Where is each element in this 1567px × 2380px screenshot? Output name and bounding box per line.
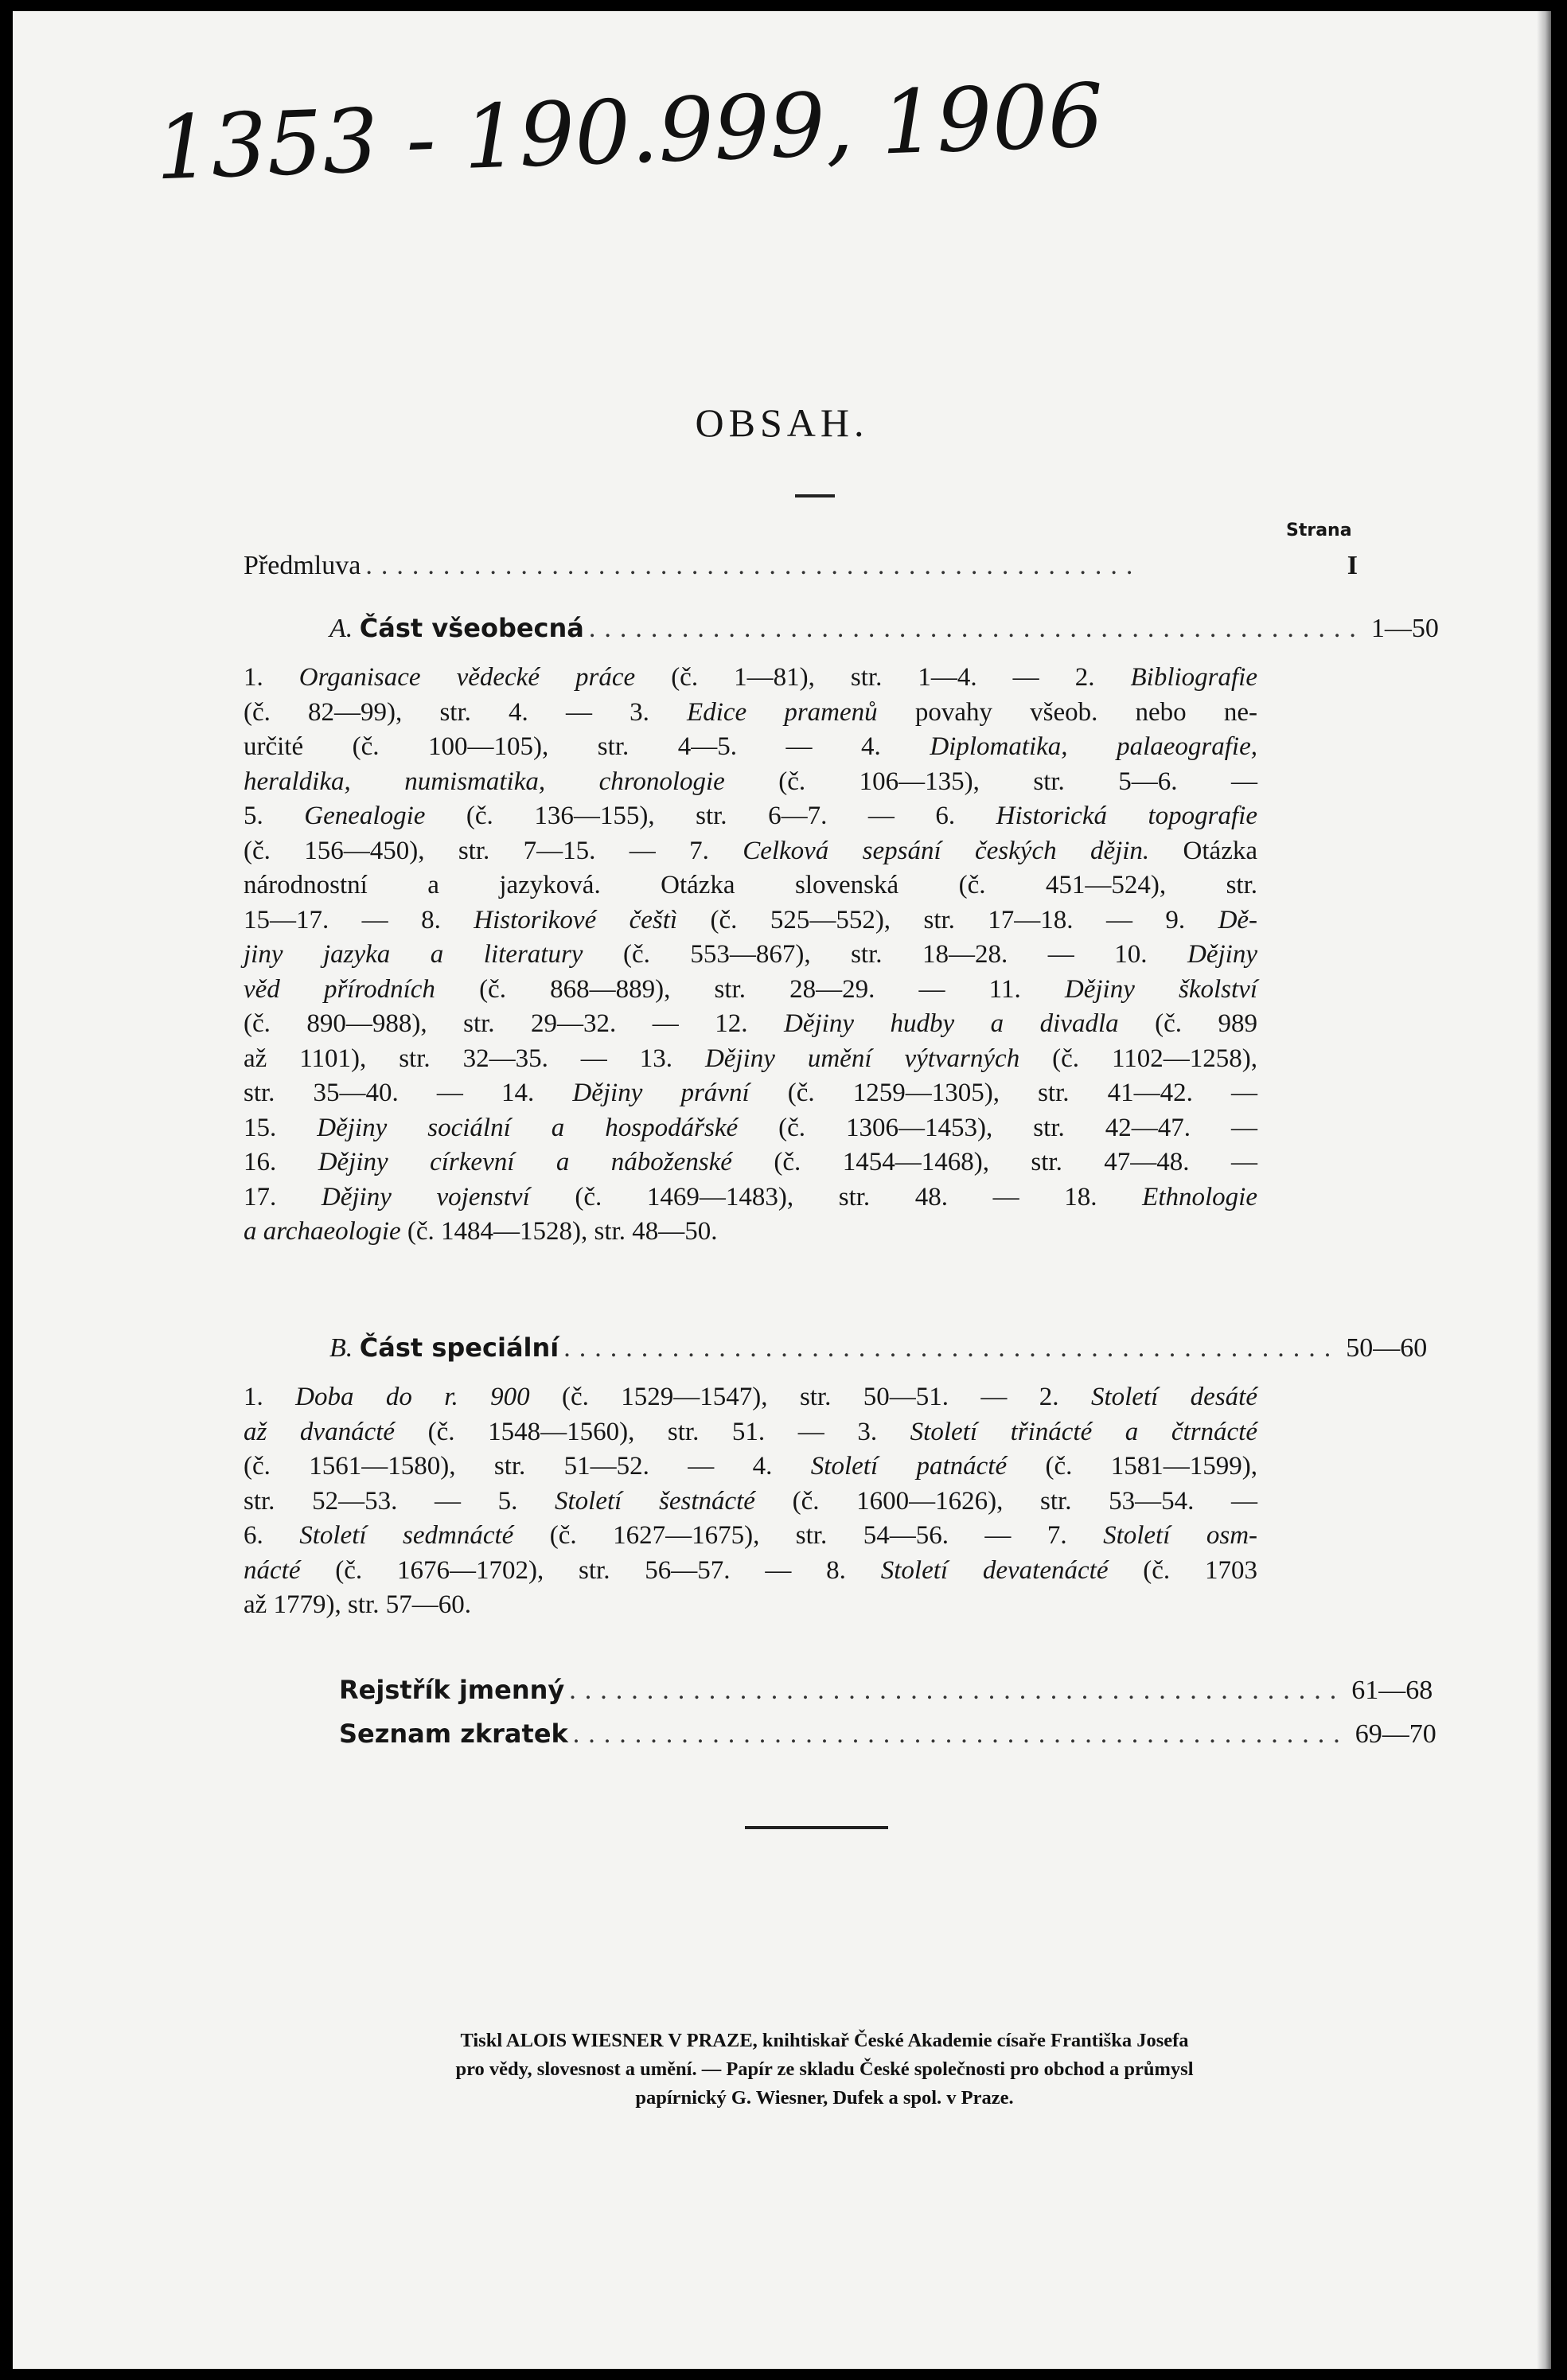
- italic-title: Století desáté: [1090, 1383, 1257, 1411]
- section-a-line: [244, 938, 1257, 973]
- printer-note-line: Tiskl ALOIS WIESNER V PRAZE, knihtiskař České Akademie císaře Františka Josefa: [460, 2030, 1189, 2051]
- entry-text: 17.: [244, 1182, 322, 1211]
- entry-text: (č. 136—155), str. 6—7. — 6.: [425, 802, 996, 830]
- section-a-line: [244, 1180, 1257, 1215]
- entry-text: Otázka: [1149, 836, 1257, 865]
- leader-dots: ..................................................: [563, 1333, 1340, 1363]
- entry-text: (č. 1561—1580), str. 51—52. — 4.: [244, 1452, 811, 1481]
- entry-text: (č. 890—988), str. 29—32. — 12.: [244, 1009, 785, 1038]
- leader-dots: ..................................................: [588, 614, 1365, 643]
- entry-text: (č. 1102—1258),: [1019, 1044, 1258, 1073]
- leader-dots: ..................................................: [572, 1719, 1349, 1749]
- italic-title: Století sedmnácté: [299, 1521, 514, 1550]
- italic-title: Dějiny: [1187, 940, 1257, 969]
- toc-entry-label: Seznam zkratek: [339, 1719, 568, 1749]
- section-letter: A.: [329, 614, 353, 643]
- entry-text: (č. 1703: [1108, 1555, 1257, 1585]
- italic-title: Dějiny vojenství: [321, 1182, 530, 1211]
- scanned-page: [13, 11, 1551, 2369]
- entry-text: (č. 1529—1547), str. 50—51. — 2.: [529, 1383, 1091, 1411]
- italic-title: nácté: [244, 1555, 301, 1585]
- entry-text: (č. 1548—1560), str. 51. — 3.: [395, 1417, 910, 1446]
- italic-title: Dě-: [1218, 905, 1258, 934]
- italic-title: Genealogie: [304, 802, 426, 830]
- toc-entry-label: Rejstřík jmenný: [339, 1675, 565, 1705]
- entry-text: (č. 1306—1453), str. 42—47. —: [738, 1113, 1258, 1142]
- section-a-line: [244, 1042, 1257, 1077]
- leader-dots: ..................................................: [365, 551, 1142, 580]
- entry-text: (č. 553—867), str. 18—28. — 10.: [583, 940, 1188, 969]
- italic-title: a archaeologie: [244, 1217, 401, 1246]
- entry-text: (č. 989: [1118, 1009, 1258, 1038]
- entry-text: 16.: [244, 1148, 318, 1176]
- printer-note-line: pro vědy, slovesnost a umění. — Papír ze skladu České společnosti pro obchod a průmysl: [455, 2058, 1194, 2080]
- italic-title: Století třinácté a čtrnácté: [910, 1417, 1257, 1446]
- toc-entry-abbreviations[interactable]: [339, 1719, 1436, 1750]
- section-a-line: [244, 799, 1257, 834]
- section-label: Část všeobecná: [359, 613, 584, 643]
- entry-text: (č. 1581—1599),: [1007, 1452, 1257, 1481]
- section-a-line: [244, 1215, 1257, 1250]
- handwritten-call-number: [148, 64, 1105, 230]
- toc-entry-preface[interactable]: [244, 551, 1358, 581]
- entry-text: (č. 1600—1626), str. 53—54. —: [754, 1486, 1257, 1516]
- italic-title: Ethnologie: [1142, 1182, 1257, 1211]
- section-a-line: [244, 1076, 1257, 1111]
- italic-title: až dvanácté: [244, 1417, 396, 1446]
- page-title: OBSAH.: [695, 400, 869, 445]
- italic-title: věd přírodních: [244, 974, 435, 1004]
- entry-text: 6.: [244, 1521, 300, 1550]
- italic-title: jiny jazyka a literatury: [244, 940, 583, 969]
- entry-text: (č. 82—99), str. 4. — 3.: [244, 697, 688, 727]
- italic-title: Století patnácté: [810, 1452, 1008, 1481]
- entry-text: (č. 1676—1702), str. 56—57. — 8.: [300, 1555, 881, 1585]
- entry-text: (č. 106—135), str. 5—6. —: [724, 767, 1257, 796]
- section-a-line: [244, 1145, 1257, 1180]
- entry-text: 5.: [244, 802, 305, 830]
- toc-entry-label: Předmluva: [244, 551, 361, 580]
- entry-text: povahy všeob. nebo ne-: [877, 697, 1257, 727]
- italic-title: Dějiny hudby a divadla: [784, 1009, 1119, 1038]
- section-a-line: [244, 1111, 1257, 1146]
- entry-text: určité (č. 100—105), str. 4—5. — 4.: [244, 732, 930, 761]
- title-divider: [795, 494, 835, 497]
- italic-title: Historická topografie: [996, 802, 1257, 830]
- entry-text: až 1101), str. 32—35. — 13.: [244, 1044, 705, 1073]
- italic-title: Historikové češtì: [474, 905, 678, 934]
- entry-text: (č. 1454—1468), str. 47—48. —: [731, 1148, 1257, 1176]
- section-pages: 1—50: [1370, 614, 1439, 643]
- entry-text: 1.: [244, 663, 299, 692]
- section-a-line: [244, 661, 1257, 696]
- section-b-line: [244, 1588, 1257, 1623]
- section-a-contents: [244, 661, 1257, 1250]
- entry-text: 15—17. — 8.: [244, 905, 474, 934]
- entry-text: str. 52—53. — 5.: [244, 1486, 555, 1516]
- section-pages: 50—60: [1346, 1333, 1428, 1363]
- toc-entry-index[interactable]: [339, 1675, 1433, 1706]
- italic-title: Edice pramenů: [687, 697, 878, 727]
- section-a-line: [244, 1007, 1257, 1042]
- printer-note-line: papírnický G. Wiesner, Dufek a spol. v Praze.: [635, 2087, 1014, 2109]
- italic-title: Století osm-: [1103, 1521, 1258, 1550]
- section-b-line: [244, 1415, 1257, 1450]
- entry-text: (č. 1627—1675), str. 54—56. — 7.: [513, 1521, 1104, 1550]
- section-b-line: [244, 1485, 1257, 1520]
- toc-entry-page: 69—70: [1355, 1719, 1436, 1749]
- section-b-line: [244, 1449, 1257, 1485]
- italic-title: Diplomatika, palaeografie,: [930, 732, 1257, 761]
- entry-text: (č. 1259—1305), str. 41—42. —: [749, 1079, 1257, 1107]
- section-letter: B.: [329, 1333, 353, 1363]
- italic-title: heraldika, numismatika, chronologie: [244, 767, 725, 796]
- italic-title: Celková sepsání českých dějin.: [743, 836, 1150, 865]
- section-b-contents: [244, 1380, 1257, 1623]
- entry-text: (č. 868—889), str. 28—29. — 11.: [435, 974, 1065, 1004]
- italic-title: Dějiny umění výtvarných: [704, 1044, 1020, 1073]
- section-a-line: [244, 973, 1257, 1008]
- section-a-line: [244, 765, 1257, 800]
- italic-title: Dějiny právní: [572, 1079, 750, 1107]
- italic-title: Století šestnácté: [555, 1486, 755, 1516]
- entry-text: národnostní a jazyková. Otázka slovenská (č. 451—524), str.: [244, 871, 1257, 899]
- toc-section-b[interactable]: [329, 1332, 1428, 1364]
- entry-text: (č. 1469—1483), str. 48. — 18.: [529, 1182, 1143, 1211]
- entry-text: (č. 1—81), str. 1—4. — 2.: [635, 663, 1131, 692]
- section-a-line: [244, 903, 1257, 938]
- italic-title: Organisace vědecké práce: [298, 663, 636, 692]
- entry-text: (č. 1484—1528), str. 48—50.: [400, 1217, 718, 1246]
- entry-text: až 1779), str. 57—60.: [244, 1590, 471, 1619]
- entry-text: str. 35—40. — 14.: [244, 1079, 573, 1107]
- toc-entry-page: 61—68: [1351, 1676, 1433, 1705]
- section-a-line: [244, 696, 1257, 731]
- italic-title: Století devatenácté: [880, 1555, 1109, 1585]
- printer-note: [307, 2027, 1342, 2113]
- section-a-line: [244, 730, 1257, 765]
- italic-title: Bibliografie: [1130, 663, 1257, 692]
- section-b-line: [244, 1519, 1257, 1554]
- italic-title: Doba do r. 900: [295, 1383, 530, 1411]
- bottom-divider: [745, 1826, 888, 1829]
- italic-title: Dějiny církevní a náboženské: [318, 1148, 732, 1176]
- handwritten-call-number-text: 1353 - 190.999, 1906: [154, 64, 1105, 200]
- entry-text: (č. 525—552), str. 17—18. — 9.: [677, 905, 1218, 934]
- section-a-line: [244, 834, 1257, 869]
- italic-title: Dějiny školství: [1064, 974, 1257, 1004]
- entry-text: (č. 156—450), str. 7—15. — 7.: [244, 836, 743, 865]
- section-a-line: [244, 868, 1257, 903]
- section-b-line: [244, 1554, 1257, 1589]
- page-column-heading: Strana: [1286, 521, 1352, 540]
- entry-text: 1.: [244, 1383, 296, 1411]
- page-edge-shadow: [1537, 11, 1551, 2369]
- toc-entry-page: I: [1347, 551, 1358, 580]
- toc-section-a[interactable]: [329, 613, 1439, 644]
- section-label: Část speciální: [359, 1332, 559, 1363]
- leader-dots: ..................................................: [569, 1676, 1346, 1705]
- entry-text: 15.: [244, 1113, 318, 1142]
- section-b-line: [244, 1380, 1257, 1415]
- italic-title: Dějiny sociální a hospodářské: [317, 1113, 739, 1142]
